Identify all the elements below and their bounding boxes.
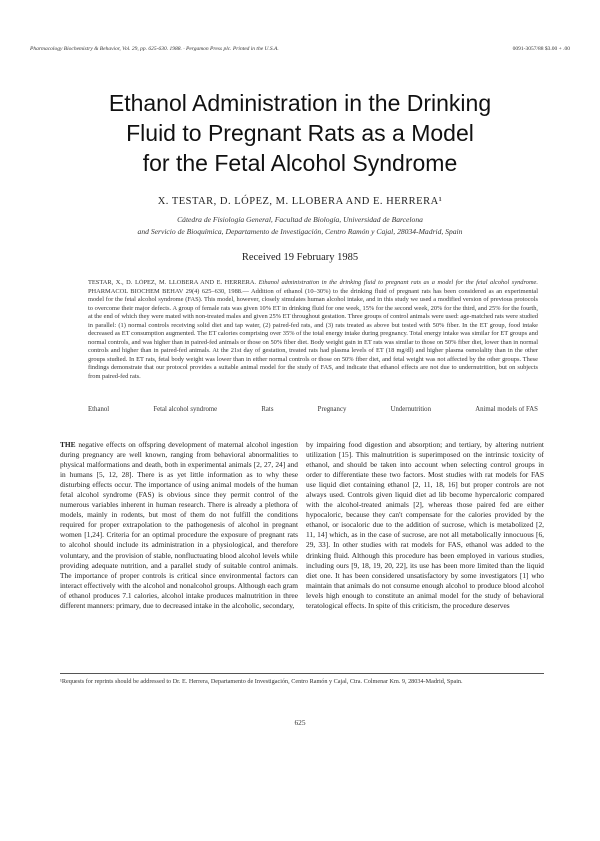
running-head-journal: Pharmacology Biochemistry & Behavior, Vol. 29, pp. 625-630. 1988. · Pergamon Press plc. Printed in the U.S.A.: [30, 46, 279, 52]
page-number: 625: [294, 718, 306, 727]
body-text-left: negative effects on offspring development of maternal alcohol ingestion during pregnancy are well known, ranging from behavioral abnormalities to physical malformations and death, both in experimental animals [2, 27, 24] and in humans [5, 12, 28]. There is as yet little information as to why these disturbing effects occur. The importance of using animal models of the human fetal alcohol syndrome (FAS) is obvious since they permit control of the numerous variables inherent in human research. There is already a plethora of models, mainly in rodents, but most of them do not fulfill the conditions required for proper extrapolation to the pathogenesis of alcohol in pregnant women [1,24]. Criteria for an optimal procedure the exposure of pregnant rats to alcohol should include its administration in a physiological, and therefore voluntary, and the provision of stable, nonfluctuating blood alcohol levels while providing adequate nutrition, and a parallel study of suitable control animals. The importance of proper controls is critical since environmental factors can interact effectively with the alcohol and nonalcohol groups. Although each gram of ethanol produces 7.1 calories, alcohol intake produces malnutrition in three different manners: primary, due to decreased intake in the alcoholic, secondary,: [60, 440, 298, 610]
keyword: Undernutrition: [390, 406, 431, 413]
body-column-right: [306, 440, 544, 672]
running-head: [30, 46, 570, 52]
keyword: Ethanol: [88, 406, 110, 413]
affiliation: [40, 214, 560, 238]
article-title: [60, 88, 540, 178]
keyword: Rats: [261, 406, 274, 413]
abstract-citation-tail: PHARMACOL BIOCHEM BEHAV 29(4) 625–630, 1988.—: [88, 287, 249, 295]
title-line: Fluid to Pregnant Rats as a Model: [126, 120, 474, 146]
keyword: Fetal alcohol syndrome: [153, 406, 218, 413]
abstract-citation-title: Ethanol administration in the drinking fluid to pregnant rats as a model for the fetal alcohol syndrome.: [258, 279, 538, 286]
keyword: Pregnancy: [317, 406, 347, 413]
abstract-body: Addition of ethanol (10–30%) to the drinking fluid of pregnant rats has been considered as an experimental model for the fetal alcohol syndrome (FAS). This model, however, closely simulates human alcohol intake, and in this study we used a modified version of previous protocols to overcome their major defects. A group of female rats was given 10% ET in drinking fluid for one week, 15% for the second week, 20% for the third, and 25% for the fourth, at the end of which they were mated with non-treated males and given 25% ET throughout gestation. Three groups of control animals were used: age-matched rats were studied in parallel: (1) normal controls receiving solid diet and tap water, (2) paired-fed rats, and (3) rats treated as above but tested with 50% fiber. In the ET group, food intake decreased as ET consumption augmented. The ET calories comprising over 35% of the total energy intake during pregnancy. Total energy intake was similar for ET groups and normal controls, and was higher than in paired-fed animals or those on 50% fiber diet. Body weight gain in ET rats was similar to those on 50% fiber diet, lower than in normal controls and higher than in paired-fed animals. At the 21st day of gestation, treated rats had plasma levels of ET (18 mg/dl) and higher plasma osmolality than in the other groups studied. In ET rats, fetal body weight was lower than in either normal controls or those on 50% fiber diet, and fetal weight was not affected by the other groups. These findings demonstrate that our protocol provides a suitable animal model for the study of FAS, and indicate that ethanol effects are not due to undernutrition, but on subjects from paired-fed rats.: [88, 287, 538, 380]
author-list: X. TESTAR, D. LÓPEZ, M. LLOBERA AND E. HERRERA¹: [157, 196, 443, 207]
keyword-list: [88, 406, 538, 413]
keyword: Animal models of FAS: [475, 406, 538, 413]
abstract-citation: TESTAR, X., D. LÓPEZ, M. LLOBERA AND E. HERRERA.: [88, 279, 257, 286]
affiliation-line: and Servicio de Bioquímica, Departamento de Investigación, Centro Ramón y Cajal, 28034-Madrid, Spain: [137, 227, 463, 236]
affiliation-line: Cátedra de Fisiología General, Facultad de Biología, Universidad de Barcelona: [177, 215, 423, 224]
received-date: Received 19 February 1985: [241, 252, 359, 263]
abstract: [88, 279, 538, 381]
dropcap: THE: [60, 440, 76, 449]
title-line: for the Fetal Alcohol Syndrome: [142, 150, 458, 176]
running-head-code: 0091-3057/88 $3.00 + .00: [512, 46, 570, 52]
title-line: Ethanol Administration in the Drinking: [108, 90, 492, 116]
footnote: ¹Requests for reprints should be addressed to Dr. E. Herrera, Departamento de Investigación, Centro Ramón y Cajal, Ctra. Colmenar Km. 9, 28034-Madrid, Spain.: [60, 673, 544, 686]
body-column-left: [60, 440, 298, 672]
body-text-right: by impairing food digestion and absorption; and tertiary, by altering nutrient utilization [15]. This malnutrition is superimposed on the intrinsic toxicity of ethanol, and should be taken into account when selecting control groups in order to differentiate these two factors. Most studies with rat models for FAS use liquid diet containing ethanol [2, 11, 18, 16] but proper controls are not always used. Controls given liquid diet ad lib become hypercaloric compared with the alcohol-treated animals [2], whereas those paired fed are either hypocaloric, because they can't compensate for the calories provided by the ethanol, or isocaloric due to the addition of sucrose, which is metabolized [2, 11, 14] which, as in the case of sucrose, are not all metabolically innocuous [6, 29, 33]. In other studies with rat models for FAS, ethanol was added to the drinking fluid. Although this procedure has been employed in various studies, including ours [9, 18, 19, 20, 22], its use has been more limited than the liquid diet one. It has been considered unsatisfactory by some investigators [1] who maintain that animals do not consume enough alcohol to produce blood alcohol levels high enough to constitute an animal model for the study of behavioral teratological effects. In spite of this criticism, the procedure deserves: [306, 440, 544, 610]
